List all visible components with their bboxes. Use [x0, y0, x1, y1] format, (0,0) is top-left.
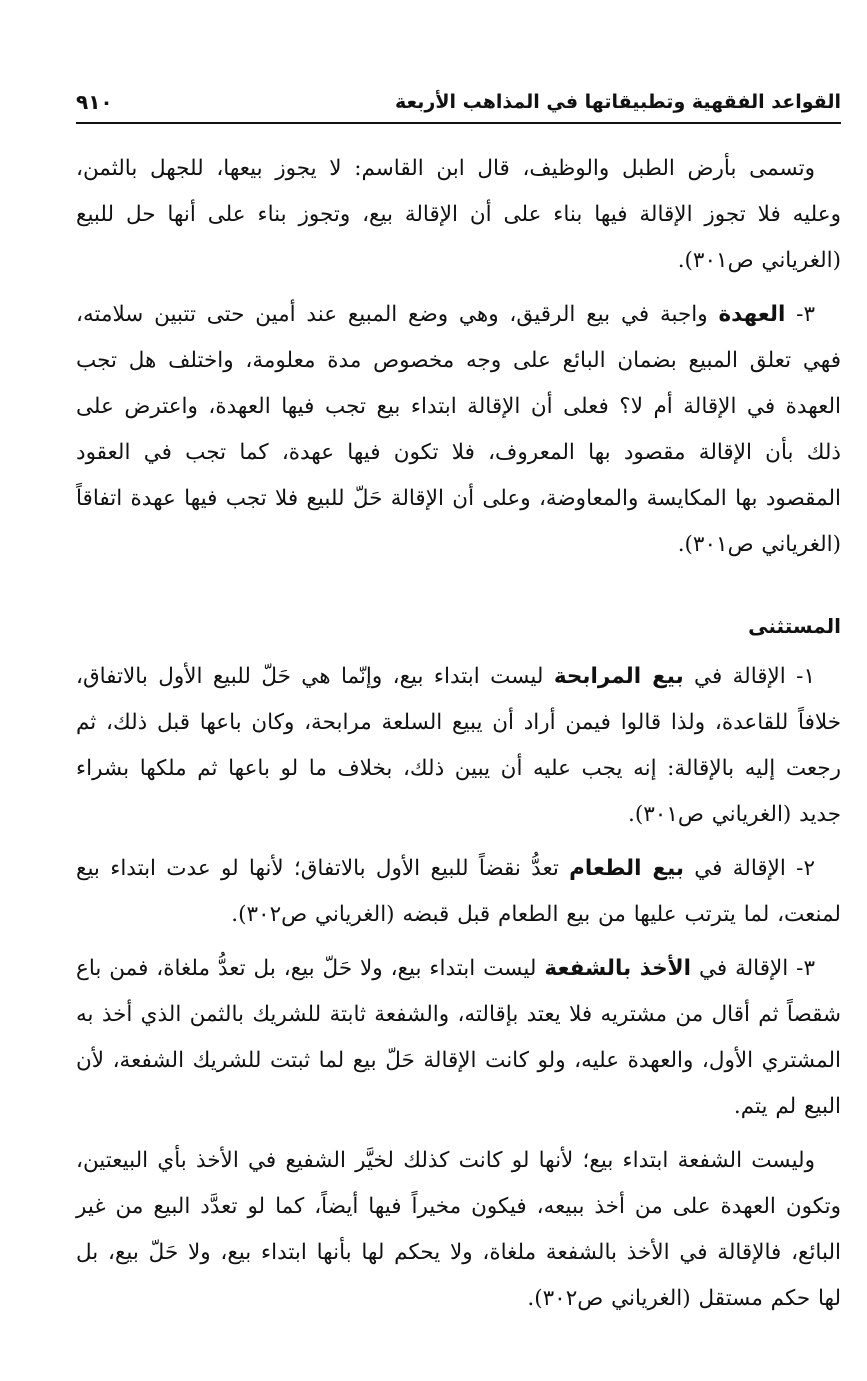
exception-item-2-prefix: ٢- الإقالة في	[683, 856, 816, 881]
exception-item-1	[76, 654, 841, 838]
exception-item-2-text: تعدُّ نقضاً للبيع الأول بالاتفاق؛ لأنها لو عدت ابتداء بيع لمنعت، لما يترتب عليها من بيع الطعام قبل قبضه (الغرياني ص٣٠٢).	[76, 856, 841, 927]
term-ahda: العهدة	[718, 302, 786, 327]
page-number: ٩١٠	[76, 90, 113, 114]
item-number: ٣-	[785, 302, 815, 327]
page-body	[76, 124, 841, 1322]
exception-item-1-prefix: ١- الإقالة في	[683, 664, 816, 689]
section-heading-exceptions: المستثنى	[748, 614, 841, 638]
exception-item-2	[76, 846, 841, 938]
paragraph-ahda	[76, 292, 841, 568]
running-title: القواعد الفقهية وتطبيقاتها في المذاهب الأربعة	[395, 91, 841, 113]
exception-item-3-text: ليست ابتداء بيع، ولا حَلّ بيع، بل تعدُّ ملغاة، فمن باع شقصاً ثم أقال من مشتريه فلا يعتد بإقالته، والشفعة ثابتة للشريك بالثمن الذي أخذ به المشتري الأول، والعهدة عليه، ولو كانت الإقالة حَلّ بيع لما ثبتت للشريك الشفعة، لأن البيع لم يتم.	[76, 956, 841, 1119]
term-murabaha: بيع المرابحة	[553, 664, 684, 689]
exception-item-1-text: ليست ابتداء بيع، وإنّما هي حَلّ للبيع الأول بالاتفاق، خلافاً للقاعدة، ولذا قالوا فيمن أراد أن يبيع السلعة مرابحة، وكان باعها قبل ذلك، ثم رجعت إليه بالإقالة: إنه يجب عليه أن يبين ذلك، بخلاف ما لو باعها ثم ملكها بشراء جديد (الغرياني ص٣٠١).	[76, 664, 841, 827]
term-shufaa: الأخذ بالشفعة	[544, 956, 692, 981]
paragraph-intro: وتسمى بأرض الطبل والوظيف، قال ابن القاسم: لا يجوز بيعها، للجهل بالثمن، وعليه فلا تجوز الإقالة فيها بناء على أن الإقالة بيع، وتجوز بناء على أنها حل للبيع (الغرياني ص٣٠١).	[76, 156, 841, 273]
term-food-sale: بيع الطعام	[569, 856, 684, 881]
exception-item-3-continuation: وليست الشفعة ابتداء بيع؛ لأنها لو كانت كذلك لخيَّر الشفيع في الأخذ بأي البيعتين، وتكون العهدة على من أخذ ببيعه، فيكون مخيراً فيها أيضاً، كما لو تعدَّد البيع من غير البائع، فالإقالة في الأخذ بالشفعة ملغاة، ولا يحكم لها بأنها ابتداء بيع، ولا حَلّ بيع، بل لها حكم مستقل (الغرياني ص٣٠٢).	[76, 1148, 841, 1311]
exception-item-3	[76, 946, 841, 1130]
running-header	[76, 88, 841, 124]
exception-item-3-prefix: ٣- الإقالة في	[691, 956, 815, 981]
paragraph-ahda-text: واجبة في بيع الرقيق، وهي وضع المبيع عند أمين حتى تتبين سلامته، فهي تعلق المبيع بضمان البائع على وجه مخصوص مدة معلومة، واختلف هل تجب العهدة في الإقالة أم لا؟ فعلى أن الإقالة ابتداء بيع تجب فيها العهدة، واعترض على ذلك بأن الإقالة مقصود بها المعروف، فلا تكون فيها عهدة، كما تجب في العقود المقصود بها المكايسة والمعاوضة، وعلى أن الإقالة حَلّ للبيع فلا تجب فيها عهدة اتفاقاً (الغرياني ص٣٠١).	[76, 302, 841, 557]
book-page	[76, 88, 841, 1330]
